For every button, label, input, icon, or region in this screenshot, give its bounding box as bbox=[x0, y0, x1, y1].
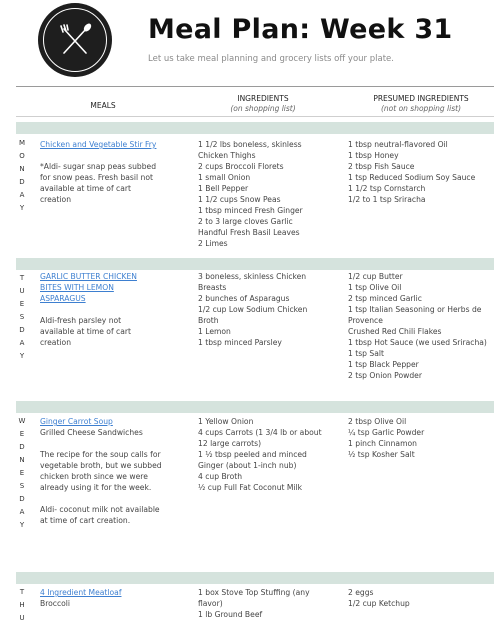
presumed-item: 1 1/2 tsp Cornstarch bbox=[348, 184, 426, 193]
thursday-meal-cell bbox=[40, 587, 162, 609]
day-letter: M bbox=[18, 139, 26, 147]
day-letter: Y bbox=[19, 521, 25, 529]
ingredient-item: 2 bunches of Asparagus bbox=[198, 294, 290, 303]
presumed-item: 1 tsp Olive Oil bbox=[348, 283, 402, 292]
presumed-item: 2 tsp minced Garlic bbox=[348, 294, 422, 303]
meal-note: *Aldi- sugar snap peas subbed for snow peas. Fresh basil not available at time of cart creation bbox=[40, 162, 157, 204]
ingredient-item: 2 Limes bbox=[198, 239, 228, 248]
ingredient-item: 1 ½ tbsp peeled and minced Ginger (about 1-inch nub) bbox=[198, 450, 307, 470]
day-letter: T bbox=[19, 588, 25, 596]
day-letter: D bbox=[19, 495, 25, 503]
ingredient-item: Handful Fresh Basil Leaves bbox=[198, 228, 300, 237]
ingredient-item: 2 cups Broccoli Florets bbox=[198, 162, 284, 171]
day-letter: E bbox=[19, 469, 25, 477]
tuesday-presumed-cell bbox=[348, 271, 488, 381]
ingredient-item: 1 Lemon bbox=[198, 327, 231, 336]
ingredient-item: 4 cup Broth bbox=[198, 472, 243, 481]
ingredient-item: 1 box Stove Top Stuffing (any flavor) bbox=[198, 588, 310, 608]
day-letter: N bbox=[19, 456, 25, 464]
tuesday-ingredients-cell bbox=[198, 271, 326, 348]
ingredients-column-header bbox=[198, 94, 328, 113]
presumed-item: 1 tsp Italian Seasoning or Herbs de Provence bbox=[348, 305, 482, 325]
presumed-item: 1 pinch Cinnamon bbox=[348, 439, 417, 448]
tuesday-meal-cell bbox=[40, 271, 156, 348]
day-letter: T bbox=[19, 274, 25, 282]
wednesday-presumed-cell bbox=[348, 416, 488, 460]
header-divider bbox=[16, 86, 494, 87]
day-letter: H bbox=[19, 601, 25, 609]
meals-column-header bbox=[70, 101, 136, 110]
meals-solved-logo bbox=[38, 3, 112, 77]
day-letter: O bbox=[19, 152, 25, 160]
ingredients-header-label: INGREDIENTS bbox=[237, 94, 289, 103]
monday-ingredients-cell bbox=[198, 139, 326, 249]
day-letter: U bbox=[19, 287, 25, 295]
ingredients-header-sub: (on shopping list) bbox=[230, 104, 296, 113]
monday-meal-cell bbox=[40, 139, 160, 205]
presumed-item: Crushed Red Chili Flakes bbox=[348, 327, 442, 336]
day-letter: W bbox=[18, 417, 26, 425]
day-letter: S bbox=[19, 482, 25, 490]
ingredient-item: 1 Yellow Onion bbox=[198, 417, 254, 426]
day-letter: A bbox=[19, 191, 25, 199]
presumed-item: 1/2 cup Ketchup bbox=[348, 599, 410, 608]
ingredient-item: 3 boneless, skinless Chicken Breasts bbox=[198, 272, 307, 292]
day-label-thursday bbox=[16, 586, 28, 625]
meal-note: The recipe for the soup calls for vegetable broth, but we subbed chicken broth since we were already using it for the week. bbox=[40, 450, 162, 492]
ingredient-item: 1 small Onion bbox=[198, 173, 251, 182]
wednesday-meal-cell bbox=[40, 416, 162, 526]
ingredient-item: 1 Bell Pepper bbox=[198, 184, 249, 193]
ingredient-item: 1/2 cup Low Sodium Chicken Broth bbox=[198, 305, 308, 325]
day-letter: Y bbox=[19, 204, 25, 212]
recipe-link[interactable]: Chicken and Vegetable Stir Fry bbox=[40, 140, 157, 149]
day-label-tuesday bbox=[16, 272, 28, 363]
day-letter: E bbox=[19, 300, 25, 308]
presumed-item: 1 tbsp neutral-flavored Oil bbox=[348, 140, 448, 149]
day-letter: A bbox=[19, 508, 25, 516]
presumed-item: 1 tbsp Honey bbox=[348, 151, 399, 160]
day-separator-band bbox=[16, 258, 494, 270]
presumed-item: ½ tsp Kosher Salt bbox=[348, 450, 415, 459]
day-letter: D bbox=[19, 326, 25, 334]
monday-presumed-cell bbox=[348, 139, 488, 205]
presumed-header-sub: (not on shopping list) bbox=[380, 104, 461, 113]
ingredient-item: 1 1/2 lbs boneless, skinless Chicken Thighs bbox=[198, 140, 302, 160]
ingredient-item: 1 tbsp minced Fresh Ginger bbox=[198, 206, 303, 215]
page-subtitle: Let us take meal planning and grocery lists off your plate. bbox=[148, 54, 394, 64]
day-letter: D bbox=[19, 443, 25, 451]
recipe-link[interactable]: 4 Ingredient Meatloaf bbox=[40, 588, 122, 597]
ingredient-item: ½ cup Full Fat Coconut Milk bbox=[198, 483, 303, 492]
wednesday-ingredients-cell bbox=[198, 416, 322, 493]
meal-note: Aldi- coconut milk not available at time of cart creation. bbox=[40, 505, 160, 525]
presumed-item: 2 tbsp Fish Sauce bbox=[348, 162, 415, 171]
thursday-presumed-cell bbox=[348, 587, 488, 609]
day-letter: Y bbox=[19, 352, 25, 360]
recipe-link[interactable]: GARLIC BUTTER CHICKEN BITES WITH LEMON ASPARAGUS bbox=[40, 272, 137, 303]
meal-note: Aldi-fresh parsley not available at time of cart creation bbox=[40, 316, 131, 347]
presumed-item: ¼ tsp Garlic Powder bbox=[348, 428, 425, 437]
presumed-item: 1/2 cup Butter bbox=[348, 272, 403, 281]
presumed-item: 1/2 to 1 tsp Sriracha bbox=[348, 195, 426, 204]
presumed-item: 2 tsp Onion Powder bbox=[348, 371, 422, 380]
day-separator-band bbox=[16, 572, 494, 584]
day-letter: S bbox=[19, 313, 25, 321]
day-label-wednesday bbox=[16, 415, 28, 532]
ingredient-item: 1 tbsp minced Parsley bbox=[198, 338, 282, 347]
meal-extra: Broccoli bbox=[40, 599, 71, 608]
meals-header-label: MEALS bbox=[90, 101, 116, 110]
recipe-link[interactable]: Ginger Carrot Soup bbox=[40, 417, 113, 426]
ingredient-item: 1 1/2 cups Snow Peas bbox=[198, 195, 281, 204]
presumed-item: 1 tbsp Hot Sauce (we used Sriracha) bbox=[348, 338, 487, 347]
day-letter: U bbox=[19, 614, 25, 622]
day-letter: E bbox=[19, 430, 25, 438]
ingredient-item: 4 cups Carrots (1 3/4 lb or about 12 large carrots) bbox=[198, 428, 322, 448]
day-letter: N bbox=[19, 165, 25, 173]
day-label-monday bbox=[16, 137, 28, 215]
presumed-item: 2 tbsp Olive Oil bbox=[348, 417, 407, 426]
presumed-item: 2 eggs bbox=[348, 588, 374, 597]
presumed-item: 1 tsp Black Pepper bbox=[348, 360, 419, 369]
day-separator-band bbox=[16, 122, 494, 134]
ingredient-item: 1 lb Ground Beef bbox=[198, 610, 263, 619]
page-title: Meal Plan: Week 31 bbox=[148, 14, 453, 45]
presumed-item: 1 tsp Reduced Sodium Soy Sauce bbox=[348, 173, 476, 182]
fork-spoon-icon bbox=[44, 9, 106, 71]
header-row-divider bbox=[16, 116, 494, 117]
presumed-column-header bbox=[348, 94, 494, 113]
day-letter: D bbox=[19, 178, 25, 186]
presumed-item: 1 tsp Salt bbox=[348, 349, 384, 358]
day-letter: A bbox=[19, 339, 25, 347]
ingredient-item: 2 to 3 large cloves Garlic bbox=[198, 217, 293, 226]
presumed-header-label: PRESUMED INGREDIENTS bbox=[373, 94, 469, 103]
day-separator-band bbox=[16, 401, 494, 413]
meal-extra: Grilled Cheese Sandwiches bbox=[40, 428, 143, 437]
thursday-ingredients-cell bbox=[198, 587, 326, 620]
